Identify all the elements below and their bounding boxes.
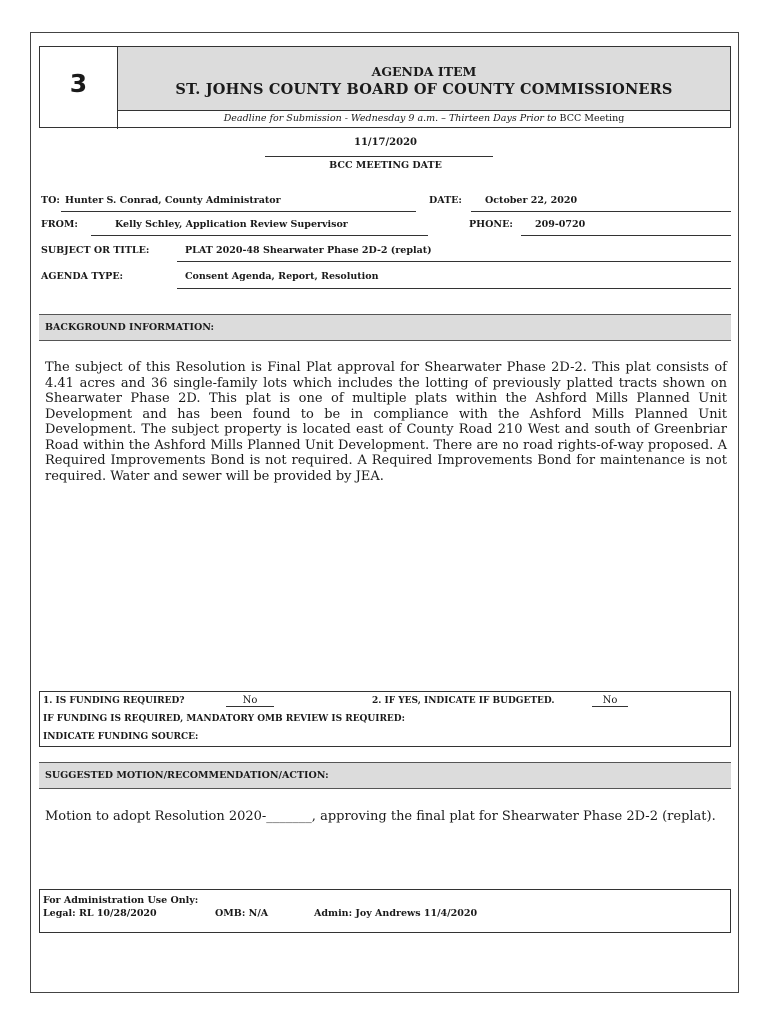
phone-label: PHONE: bbox=[469, 219, 513, 230]
meeting-date: 11/17/2020 bbox=[354, 137, 417, 148]
funding-required-field bbox=[226, 695, 274, 707]
phone-value: 209-0720 bbox=[535, 219, 586, 230]
from-value: Kelly Schley, Application Review Supervisor bbox=[115, 219, 348, 230]
motion-text: Motion to adopt Resolution 2020-_______, approving the final plat for Shearwater Phase 2D-2 (replat). bbox=[45, 809, 716, 824]
agenda-type-label: AGENDA TYPE: bbox=[41, 271, 124, 282]
agenda-header bbox=[39, 46, 731, 128]
date-value: October 22, 2020 bbox=[485, 195, 578, 206]
motion-heading: SUGGESTED MOTION/RECOMMENDATION/ACTION: bbox=[39, 762, 731, 789]
background-text: The subject of this Resolution is Final Plat approval for Shearwater Phase 2D-2. This plat consists of 4.41 acres and 36 single-family lots which includes the lotting of previously platted tracts shown on Shearwater Phase 2D. This plat is one of multiple plats within the Ashford Mills Planned Unit Development and has been found to be in compliance with the Ashford Mills Planned Unit Development. The subject property is located east of County Road 210 West and south of Greenbriar Road within the Ashford Mills Planned Unit Development. There are no road rights-of-way proposed. A Required Improvements Bond is not required. A Required Improvements Bond for maintenance is not required. Water and sewer will be provided by JEA. bbox=[45, 360, 727, 484]
from-label: FROM: bbox=[41, 219, 78, 230]
admin-heading: For Administration Use Only: bbox=[43, 895, 199, 906]
phone-underline bbox=[521, 235, 731, 236]
subject-label: SUBJECT OR TITLE: bbox=[41, 245, 150, 256]
admin-box bbox=[39, 889, 731, 933]
deadline-italic: Deadline for Submission - Wednesday 9 a.m. – Thirteen Days Prior to bbox=[223, 113, 557, 124]
funding-source-line: INDICATE FUNDING SOURCE: bbox=[43, 732, 199, 742]
to-underline bbox=[61, 211, 416, 212]
funding-box bbox=[39, 691, 731, 747]
meeting-date-underline bbox=[265, 156, 493, 157]
budgeted-label: 2. IF YES, INDICATE IF BUDGETED. bbox=[372, 696, 555, 706]
admin-reviewer: Admin: Joy Andrews 11/4/2020 bbox=[314, 908, 478, 919]
subject-underline bbox=[177, 261, 731, 262]
budgeted-value: No bbox=[592, 695, 628, 707]
agenda-type-value: Consent Agenda, Report, Resolution bbox=[185, 271, 379, 282]
deadline-tail: BCC Meeting bbox=[559, 113, 625, 124]
agenda-item-number: 3 bbox=[40, 47, 118, 129]
deadline-note bbox=[118, 111, 730, 127]
admin-omb: OMB: N/A bbox=[215, 908, 269, 919]
date-underline bbox=[471, 211, 731, 212]
admin-legal: Legal: RL 10/28/2020 bbox=[43, 908, 157, 919]
agenda-title bbox=[118, 47, 730, 111]
agenda-form bbox=[30, 32, 739, 993]
to-value: Hunter S. Conrad, County Administrator bbox=[65, 195, 281, 206]
background-heading: BACKGROUND INFORMATION: bbox=[39, 314, 731, 341]
budgeted-field bbox=[592, 695, 628, 707]
agenda-type-underline bbox=[177, 288, 731, 289]
to-label: TO: bbox=[41, 195, 60, 206]
date-label: DATE: bbox=[429, 195, 462, 206]
subject-value: PLAT 2020-48 Shearwater Phase 2D-2 (replat) bbox=[185, 245, 432, 256]
meeting-date-label: BCC MEETING DATE bbox=[329, 160, 442, 171]
funding-required-value: No bbox=[226, 695, 274, 707]
title-line-2: ST. JOHNS COUNTY BOARD OF COUNTY COMMISSIONERS bbox=[175, 81, 673, 98]
title-line-1: AGENDA ITEM bbox=[371, 64, 477, 79]
omb-review-line: IF FUNDING IS REQUIRED, MANDATORY OMB REVIEW IS REQUIRED: bbox=[43, 714, 405, 724]
funding-required-label: 1. IS FUNDING REQUIRED? bbox=[43, 696, 185, 706]
from-underline bbox=[91, 235, 428, 236]
